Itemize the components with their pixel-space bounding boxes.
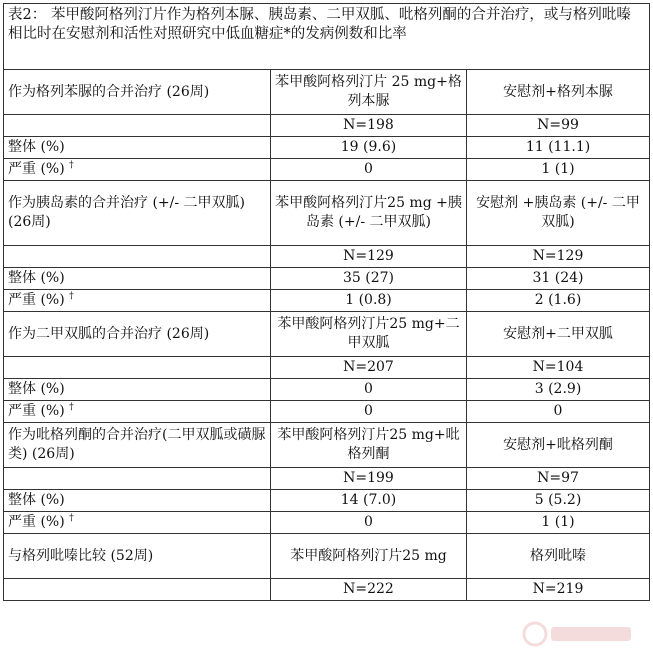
comparator-value: 31 (24) — [467, 268, 650, 290]
comparator-column-header: 格列吡嗪 — [467, 534, 650, 579]
row-label-cell — [4, 401, 271, 423]
row-label: 严重 (%) — [8, 403, 65, 419]
empty-cell — [4, 115, 271, 137]
treatment-n: N=199 — [271, 468, 467, 490]
treatment-value: 0 — [271, 401, 467, 423]
n-row — [4, 246, 650, 268]
treatment-column-header: 苯甲酸阿格列汀片25 mg — [271, 534, 467, 579]
comparator-value: 3 (2.9) — [467, 379, 650, 401]
table-row — [4, 401, 650, 423]
comparator-n: N=104 — [467, 357, 650, 379]
treatment-value: 35 (27) — [271, 268, 467, 290]
treatment-value: 0 — [271, 512, 467, 534]
n-row — [4, 468, 650, 490]
section-header-row — [4, 423, 650, 468]
treatment-column-header: 苯甲酸阿格列汀片25 mg+吡格列酮 — [271, 423, 467, 468]
empty-cell — [4, 468, 271, 490]
section-header-row — [4, 70, 650, 115]
watermark-logo — [521, 619, 641, 649]
row-label: 整体 (%) — [4, 379, 271, 401]
treatment-column-header: 苯甲酸阿格列汀片25 mg+二甲双胍 — [271, 312, 467, 357]
comparator-column-header: 安慰剂+二甲双胍 — [467, 312, 650, 357]
n-row — [4, 115, 650, 137]
section-header-row — [4, 312, 650, 357]
empty-cell — [4, 579, 271, 601]
section-label: 与格列吡嗪比较 (52周) — [4, 534, 271, 579]
comparator-n: N=129 — [467, 246, 650, 268]
table-row — [4, 268, 650, 290]
comparator-value: 5 (5.2) — [467, 490, 650, 512]
title-row — [4, 4, 650, 70]
table-row — [4, 159, 650, 181]
section-header-row — [4, 534, 650, 579]
table-row — [4, 137, 650, 159]
footnote-mark: † — [69, 402, 74, 413]
comparator-column-header: 安慰剂+吡格列酮 — [467, 423, 650, 468]
section-label: 作为胰岛素的合并治疗 (+/- 二甲双胍) (26周) — [4, 181, 271, 246]
section-label: 作为二甲双胍的合并治疗 (26周) — [4, 312, 271, 357]
section-label: 作为吡格列酮的合并治疗(二甲双胍或磺脲类) (26周) — [4, 423, 271, 468]
comparator-value: 2 (1.6) — [467, 290, 650, 312]
hypoglycemia-table — [3, 3, 650, 601]
treatment-value: 0 — [271, 379, 467, 401]
table-row — [4, 490, 650, 512]
comparator-value: 11 (11.1) — [467, 137, 650, 159]
row-label: 整体 (%) — [4, 268, 271, 290]
table-row — [4, 512, 650, 534]
treatment-n: N=129 — [271, 246, 467, 268]
section-label: 作为格列苯脲的合并治疗 (26周) — [4, 70, 271, 115]
table-row — [4, 290, 650, 312]
treatment-n: N=198 — [271, 115, 467, 137]
row-label-cell — [4, 512, 271, 534]
table-title: 表2： 苯甲酸阿格列汀片作为格列本脲、胰岛素、二甲双胍、吡格列酮的合并治疗，或与格列吡嗪相比时在安慰剂和活性对照研究中低血糖症*的发病例数和比率 — [4, 4, 650, 70]
n-row — [4, 357, 650, 379]
footnote-mark: † — [69, 291, 74, 302]
n-row — [4, 579, 650, 601]
footnote-mark: † — [69, 160, 74, 171]
row-label: 严重 (%) — [8, 161, 65, 177]
row-label: 整体 (%) — [4, 490, 271, 512]
row-label: 严重 (%) — [8, 292, 65, 308]
treatment-column-header: 苯甲酸阿格列汀片25 mg +胰岛素 (+/- 二甲双胍) — [271, 181, 467, 246]
treatment-value: 19 (9.6) — [271, 137, 467, 159]
comparator-column-header: 安慰剂+格列本脲 — [467, 70, 650, 115]
treatment-column-header: 苯甲酸阿格列汀片 25 mg+格列本脲 — [271, 70, 467, 115]
empty-cell — [4, 357, 271, 379]
treatment-value: 1 (0.8) — [271, 290, 467, 312]
empty-cell — [4, 246, 271, 268]
document — [3, 3, 649, 653]
treatment-n: N=207 — [271, 357, 467, 379]
comparator-n: N=219 — [467, 579, 650, 601]
comparator-n: N=97 — [467, 468, 650, 490]
comparator-n: N=99 — [467, 115, 650, 137]
section-header-row — [4, 181, 650, 246]
treatment-value: 0 — [271, 159, 467, 181]
comparator-value: 1 (1) — [467, 512, 650, 534]
treatment-value: 14 (7.0) — [271, 490, 467, 512]
row-label-cell — [4, 159, 271, 181]
comparator-column-header: 安慰剂 +胰岛素 (+/- 二甲双胍) — [467, 181, 650, 246]
treatment-n: N=222 — [271, 579, 467, 601]
row-label-cell — [4, 290, 271, 312]
table-row — [4, 379, 650, 401]
comparator-value: 0 — [467, 401, 650, 423]
row-label: 整体 (%) — [4, 137, 271, 159]
row-label: 严重 (%) — [8, 514, 65, 530]
comparator-value: 1 (1) — [467, 159, 650, 181]
footnote-mark: † — [69, 513, 74, 524]
